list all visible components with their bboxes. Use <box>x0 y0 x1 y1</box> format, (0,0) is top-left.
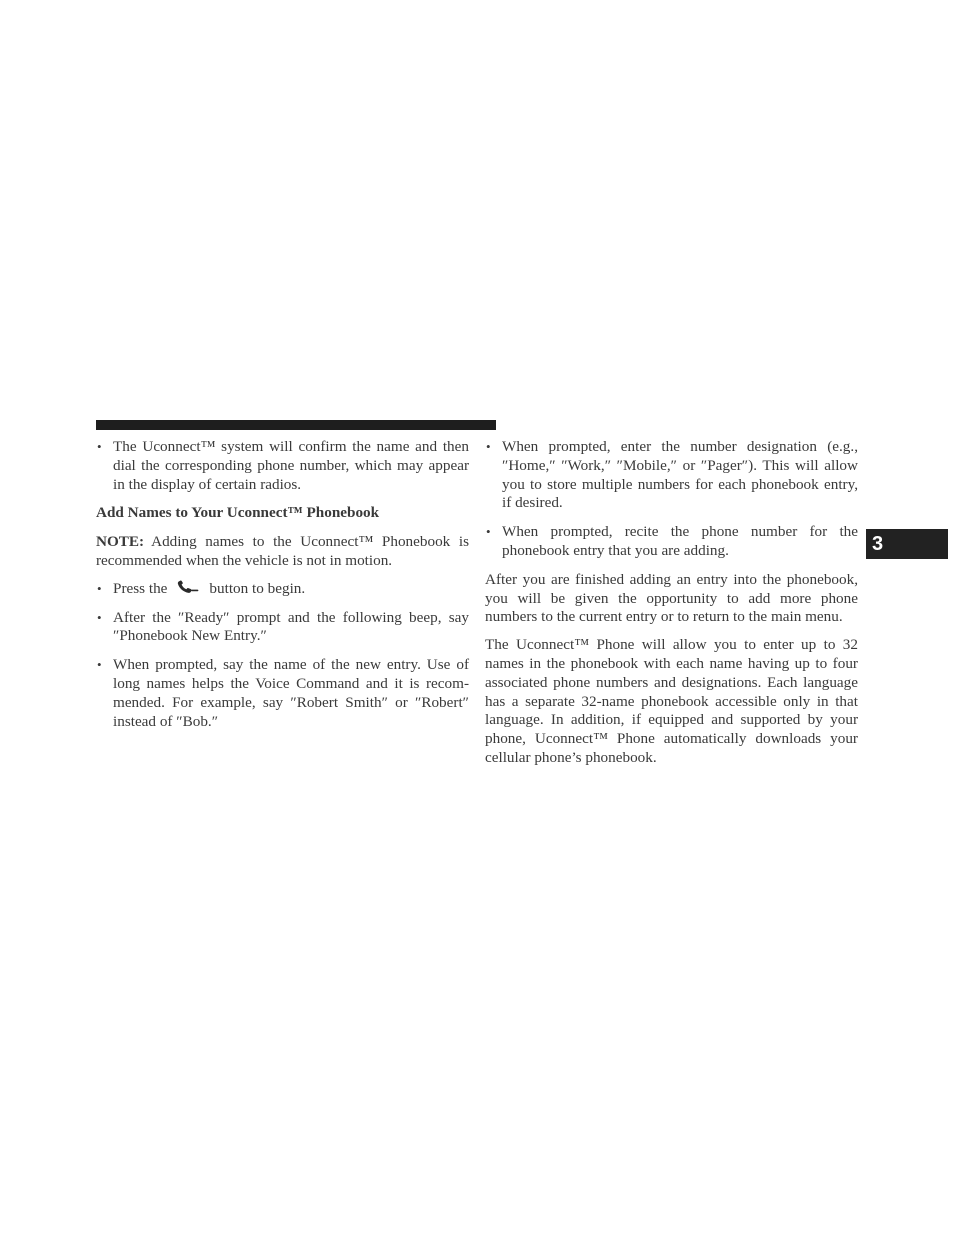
section-heading: Add Names to Your Uconnect™ Phonebook <box>96 504 380 522</box>
list-item <box>485 438 858 513</box>
body-paragraph-after-entry: After you are finished adding an entry into the phonebook, you will be given the opportunity to add more phone numbers to the current entry or to return to the main menu. <box>485 570 858 626</box>
list-item <box>96 656 469 731</box>
note-paragraph <box>96 533 469 571</box>
bullet-text: When prompted, say the name of the new entry. Use of long names helps the Voice Command and it is recommended. For example, say ″Robert Smith″ or ″Robert″ instead of ″Bob.″ <box>113 656 469 730</box>
bullet-text: After the ″Ready″ prompt and the following beep, say ″Phonebook New Entry.″ <box>113 608 469 645</box>
list-item <box>96 609 469 647</box>
list-item <box>485 523 858 561</box>
chapter-tab: 3 <box>866 529 948 559</box>
list-item <box>96 438 469 494</box>
press-before-text: Press the <box>113 579 168 597</box>
bullet-text: The Uconnect™ system will confirm the name and then dial the corresponding phone number, which may appear in the display of certain radios. <box>113 438 469 493</box>
right-column <box>485 438 858 777</box>
press-after-text: button to begin. <box>209 579 306 597</box>
left-column <box>96 438 469 741</box>
list-item <box>96 580 469 599</box>
body-paragraph-phonebook-limit: The Uconnect™ Phone will allow you to enter up to 32 names in the phonebook with each name having up to four associated phone numbers and designations. Each language has a separate 32-name phonebook accessible only in that language. In addition, if equipped and supported by your phone, Uconnect™ Phone automatically downloads your cellular phone’s phonebook. <box>485 636 858 766</box>
left-bullet-list-steps <box>96 580 469 732</box>
section-top-rule <box>96 420 496 430</box>
bullet-text: When prompted, recite the phone number for the phonebook entry that you are adding. <box>502 523 858 559</box>
left-bullet-list-top <box>96 438 469 494</box>
right-bullet-list <box>485 438 858 561</box>
bullet-text: When prompted, enter the number designation (e.g., ″Home,″ ″Work,″ ″Mobile,″ or ″Pager″). This will allow you to store multiple numbers for each phonebook entry, if desired. <box>502 438 858 512</box>
note-label: NOTE: <box>96 533 145 551</box>
phone-handset-icon <box>177 580 199 594</box>
note-text: Adding names to the Uconnect™ Phonebook is recommended when the vehicle is not in motion. <box>96 533 469 569</box>
